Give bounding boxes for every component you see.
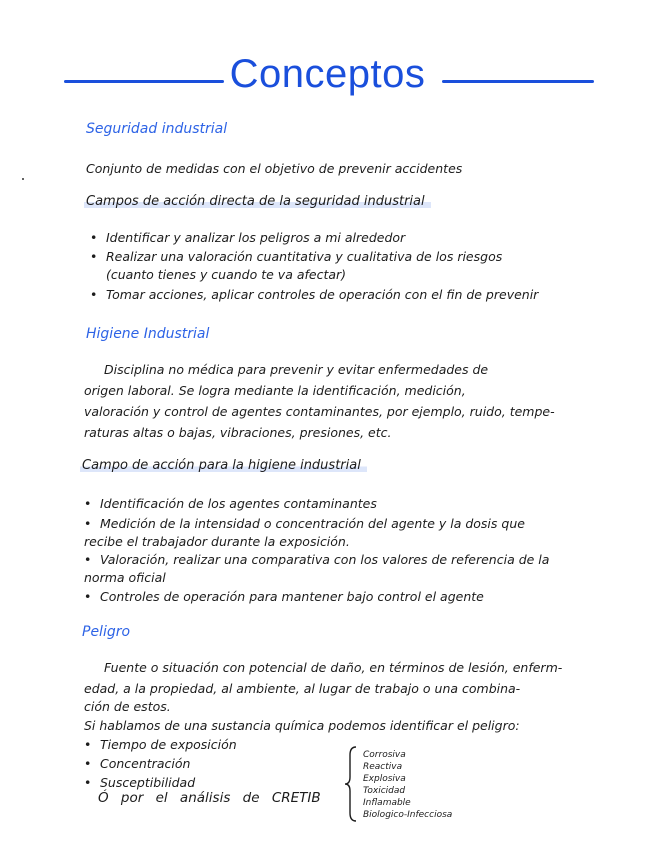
cretib-item: Biologico-Infecciosa [363,810,453,820]
list-item: • Controles de operación para mantener bajo control el agente [84,589,484,604]
peligro-line: Si hablamos de una sustancia química podemos identificar el peligro: [84,718,520,733]
cretib-item: Explosiva [363,774,406,784]
cretib-item: Inflamable [363,798,411,808]
cretib-item: Toxicidad [363,786,406,796]
cretib-item: Corrosiva [363,750,406,760]
list-item: • Susceptibilidad [84,775,196,790]
list-item-continuation: recibe el trabajador durante la exposición. [84,534,350,549]
curly-brace-icon [344,745,358,823]
list-item: • Tiempo de exposición [84,737,237,752]
seguridad-definition: Conjunto de medidas con el objetivo de prevenir accidentes [86,161,463,176]
higiene-line: origen laboral. Se logra mediante la identificación, medición, [84,383,466,398]
heading-higiene-industrial: Higiene Industrial [86,326,210,342]
higiene-line: raturas altas o bajas, vibraciones, presiones, etc. [84,425,392,440]
heading-seguridad-industrial: Seguridad industrial [86,121,228,137]
list-item: • Tomar acciones, aplicar controles de operación con el fin de prevenir [90,287,539,302]
peligro-line: ción de estos. [84,699,171,714]
heading-peligro: Peligro [82,624,131,640]
list-item-continuation: (cuanto tienes y cuando te va afectar) [106,267,347,282]
cretib-item: Reactiva [363,762,403,772]
heading-campo-higiene: Campo de acción para la higiene industrial [80,458,367,473]
list-item: • Medición de la intensidad o concentración del agente y la dosis que [84,516,525,531]
page-title: Conceptos [229,52,426,96]
title-rule-right [442,80,594,83]
list-item: • Concentración [84,756,191,771]
list-item: • Realizar una valoración cuantitativa y cualitativa de los riesgos [90,249,503,264]
higiene-line: valoración y control de agentes contaminantes, por ejemplo, ruido, tempe- [84,404,555,419]
cretib-line: Ó por el análisis de CRETIB [98,790,321,806]
list-item-continuation: norma oficial [84,570,166,585]
heading-campos-seguridad: Campos de acción directa de la seguridad industrial [84,194,431,209]
ink-speck [22,178,24,180]
list-item: • Valoración, realizar una comparativa con los valores de referencia de la [84,552,550,567]
higiene-line: Disciplina no médica para prevenir y evitar enfermedades de [104,362,489,377]
peligro-line: edad, a la propiedad, al ambiente, al lugar de trabajo o una combina- [84,681,521,696]
list-item: • Identificación de los agentes contaminantes [84,496,377,511]
peligro-line: Fuente o situación con potencial de daño, en términos de lesión, enferm- [104,660,563,675]
list-item: • Identificar y analizar los peligros a mi alrededor [90,230,406,245]
